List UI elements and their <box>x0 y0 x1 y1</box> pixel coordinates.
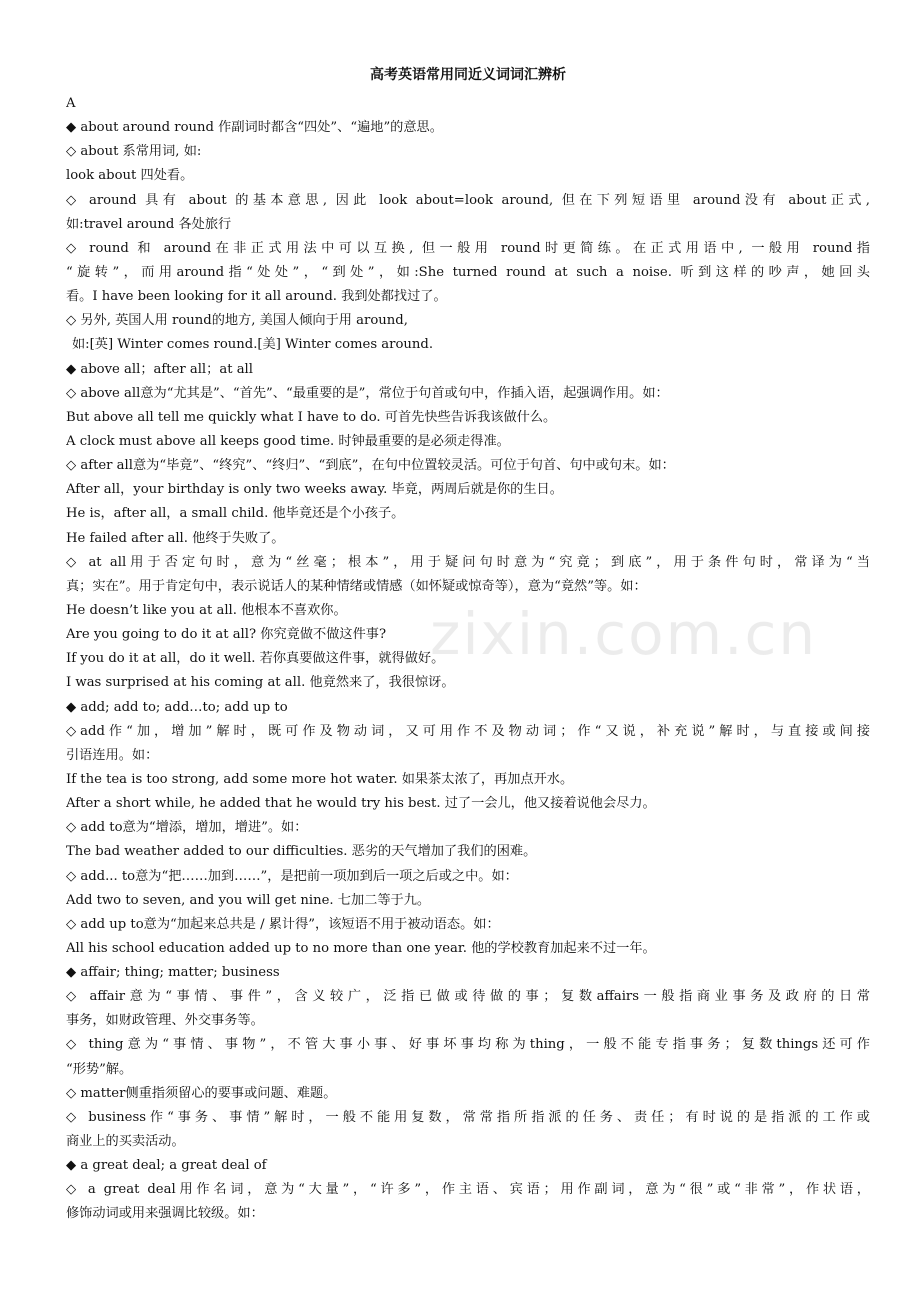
text-line: All his school education added up to no more than one year. 他的学校教育加起来不过一年。 <box>66 940 656 956</box>
text-line: He failed after all. 他终于失败了。 <box>66 530 285 546</box>
text-line: ◆ add; add to; add…to; add up to <box>66 699 288 715</box>
text-line: ◇ thing意为“事情、事物”，不管大事小事、好事坏事均称为thing，一般不能专指事务；复数things还可作 <box>66 1037 870 1053</box>
text-line: But above all tell me quickly what I have to do. 可首先快些告诉我该做什么。 <box>66 409 557 425</box>
text-line: He is，after all，a small child. 他毕竟还是个小孩子。 <box>66 506 405 522</box>
text-line: ◇ add to意为“增添，增加，增进”。如： <box>66 820 308 836</box>
text-line: 真；实在”。用于肯定句中，表示说话人的某种情绪或情感（如怀疑或惊奇等），意为“竟然”等。如： <box>66 578 647 594</box>
text-line: 商业上的买卖活动。 <box>66 1134 185 1150</box>
text-line: ◇ around 具有 about 的基本意思, 因此 look about=look around, 但在下列短语里 around没有 about正式, <box>66 192 870 208</box>
text-line: 如:travel around 各处旅行 <box>66 216 232 232</box>
text-line: ◇ business作“事务、事情”解时，一般不能用复数，常常指所指派的任务、责任；有时说的是指派的工作或 <box>66 1109 870 1125</box>
text-line: ◆ above all；after all；at all <box>66 361 253 377</box>
document-page <box>66 62 870 1227</box>
text-line: “形势”解。 <box>66 1061 133 1077</box>
text-line: ◇ 另外, 英国人用 round的地方, 美国人倾向于用 around, <box>66 313 408 329</box>
text-line: ◇ matter侧重指须留心的要事或问题、难题。 <box>66 1085 337 1101</box>
text-line: ◆ affair; thing; matter; business <box>66 965 280 981</box>
text-line: If the tea is too strong, add some more hot water. 如果茶太浓了，再加点开水。 <box>66 771 574 787</box>
text-line: 事务，如财政管理、外交事务等。 <box>66 1013 264 1029</box>
text-line: ◇ above all意为“尤其是”、“首先”、“最重要的是”，常位于句首或句中，作插入语，起强调作用。如： <box>66 385 669 401</box>
text-line: 如:[英] Winter comes round.[美] Winter comes around. <box>72 337 434 353</box>
text-line: After all，your birthday is only two weeks away. 毕竟，两周后就是你的生日。 <box>66 482 563 498</box>
text-line: ◇ at all用于否定句时，意为“丝毫；根本”，用于疑问句时意为“究竟；到底”，用于条件句时，常译为“当 <box>66 554 870 570</box>
text-line: I was surprised at his coming at all. 他竟然来了，我很惊讶。 <box>66 675 455 691</box>
text-line: 修饰动词或用来强调比较级。如： <box>66 1206 264 1222</box>
text-line: ◇ round 和 around在非正式用法中可以互换, 但一般用 round时更简练。在正式用语中, 一般用 round指 <box>66 240 870 256</box>
text-line: A <box>66 96 76 111</box>
text-line: After a short while, he added that he would try his best. 过了一会儿，他又接着说他会尽力。 <box>66 796 656 812</box>
text-line: Are you going to do it at all? 你究竟做不做这件事? <box>66 627 387 643</box>
text-line: ◇ add... to意为“把……加到……”，是把前一项加到后一项之后或之中。如： <box>66 868 518 884</box>
text-line: ◇ a great deal用作名词，意为“大量”，“许多”，作主语、宾语；用作副词，意为“很”或“非常”，作状语， <box>66 1182 870 1198</box>
text-line: ◇add作“加，增加”解时，既可作及物动词，又可用作不及物动词；作“又说，补充说”解时，与直接或间接 <box>66 723 870 739</box>
text-line: He doesn’t like you at all. 他根本不喜欢你。 <box>66 602 347 618</box>
text-line: The bad weather added to our difficulties. 恶劣的天气增加了我们的困难。 <box>66 844 537 860</box>
text-line: “旋转”，而用around指“处处”，“到处”，如:She turned round at such a noise. 听到这样的吵声，她回头 <box>66 264 870 280</box>
text-line: ◆ a great deal; a great deal of <box>66 1158 267 1174</box>
text-line: ◆ about around round 作副词时都含“四处”、“遍地”的意思。 <box>66 120 443 136</box>
text-line: ◇ affair意为“事情、事件”，含义较广，泛指已做或待做的事；复数affairs一般指商业事务及政府的日常 <box>66 989 870 1005</box>
document-title: 高考英语常用同近义词词汇辨析 <box>370 67 566 83</box>
text-line: ◇ about 系常用词, 如: <box>66 144 202 160</box>
text-line: If you do it at all，do it well. 若你真要做这件事，就得做好。 <box>66 651 445 667</box>
watermark: zixin.com.cn <box>430 600 818 668</box>
text-line: 看。I have been looking for it all around. 我到处都找过了。 <box>66 289 447 305</box>
document-body <box>66 92 870 1227</box>
text-line: A clock must above all keeps good time. 时钟最重要的是必须走得准。 <box>66 433 510 449</box>
text-line: ◇ after all意为“毕竟”、“终究”、“终归”、“到底”，在句中位置较灵活。可位于句首、句中或句末。如： <box>66 458 675 474</box>
text-line: 引语连用。如： <box>66 747 159 763</box>
text-line: ◇ add up to意为“加起来总共是 / 累计得”，该短语不用于被动语态。如： <box>66 916 500 932</box>
text-line: Add two to seven, and you will get nine. 七加二等于九。 <box>66 892 431 908</box>
text-line: look about 四处看。 <box>66 168 194 184</box>
